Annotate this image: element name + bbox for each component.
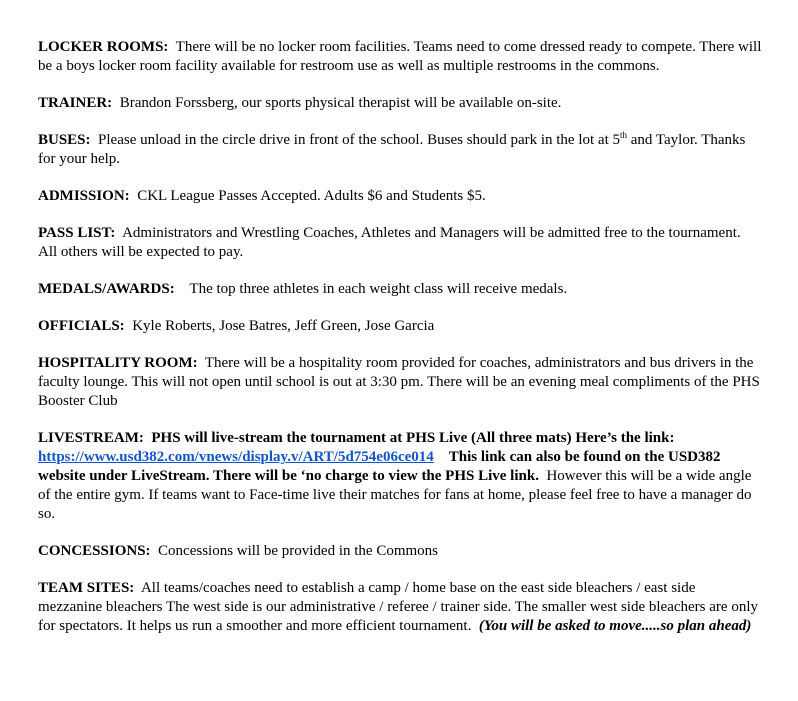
officials-text: Kyle Roberts, Jose Batres, Jeff Green, Jose Garcia [132, 318, 435, 334]
trainer-text: Brandon Forssberg, our sports physical therapist will be available on-site. [119, 95, 562, 111]
medals-label: MEDALS/AWARDS: [38, 281, 175, 297]
locker-rooms-section [38, 38, 762, 76]
buses-label: BUSES: [38, 132, 91, 148]
trainer-label: TRAINER: [38, 95, 113, 111]
locker-rooms-text: There will be no locker room facilities. Teams need to come dressed ready to compete. There will be a boys locker room facility available for restroom use as well as multiple restrooms in the commons. [38, 39, 762, 74]
medals-section [38, 280, 762, 299]
trainer-section [38, 94, 762, 113]
livestream-text: However this will be a wide angle of the entire gym. If teams want to Face-time live their matches for fans at home, please feel free to have a manager do so. [38, 468, 752, 522]
livestream-label: LIVESTREAM: [38, 430, 144, 446]
team-sites-label: TEAM SITES: [38, 580, 135, 596]
concessions-text: Concessions will be provided in the Commons [158, 543, 439, 559]
document-body [38, 38, 762, 636]
buses-text-after: and Taylor. Thanks for your help. [38, 132, 746, 167]
livestream-section [38, 429, 762, 524]
livestream-bold-text-2: This link can also be found on the USD382 website under LiveStream. There will be ‘no charge to view the PHS Live link. [38, 449, 721, 484]
hospitality-section [38, 354, 762, 411]
medals-text: The top three athletes in each weight class will receive medals. [189, 281, 568, 297]
livestream-link[interactable]: https://www.usd382.com/vnews/display.v/ART/5d754e06ce014 [38, 449, 434, 465]
buses-text-before: Please unload in the circle drive in front of the school. Buses should park in the lot at 5 [98, 132, 620, 148]
team-sites-section [38, 579, 762, 636]
livestream-bold-text: PHS will live-stream the tournament at PHS Live (All three mats) Here’s the link: [151, 430, 675, 446]
hospitality-text: There will be a hospitality room provided for coaches, administrators and bus drivers in the faculty lounge. This will not open until school is out at 3:30 pm. There will be an evening meal compliments of the PHS Booster Club [38, 355, 760, 409]
team-sites-text: All teams/coaches need to establish a camp / home base on the east side bleachers / east side mezzanine bleachers The west side is our administrative / referee / trainer side. The smaller west side bleachers are only for spectators. It helps us run a smoother and more efficient tournament. [38, 580, 758, 634]
buses-section [38, 131, 762, 169]
pass-list-text: Administrators and Wrestling Coaches, Athletes and Managers will be admitted free to the tournament. All others will be expected to pay. [38, 225, 741, 260]
hospitality-label: HOSPITALITY ROOM: [38, 355, 198, 371]
pass-list-label: PASS LIST: [38, 225, 116, 241]
admission-section [38, 187, 762, 206]
officials-section [38, 317, 762, 336]
officials-label: OFFICIALS: [38, 318, 125, 334]
concessions-label: CONCESSIONS: [38, 543, 151, 559]
admission-text: CKL League Passes Accepted. Adults $6 and Students $5. [137, 188, 486, 204]
buses-superscript: th [620, 130, 628, 140]
team-sites-italic-note: (You will be asked to move.....so plan ahead) [478, 618, 752, 634]
admission-label: ADMISSION: [38, 188, 130, 204]
locker-rooms-label: LOCKER ROOMS: [38, 39, 169, 55]
pass-list-section [38, 224, 762, 262]
concessions-section [38, 542, 762, 561]
